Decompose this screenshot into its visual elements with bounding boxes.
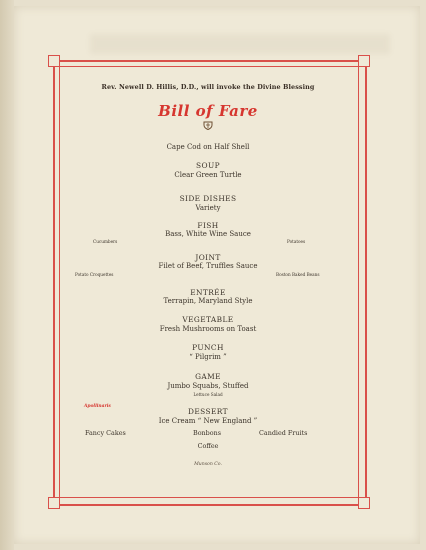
fish-dish: Bass, White Wine Sauce — [165, 230, 251, 238]
entree-heading: ENTRÉE — [190, 288, 226, 297]
dessert-item-2: Bonbons — [193, 429, 221, 437]
soup-dish: Clear Green Turtle — [174, 171, 242, 179]
side-dishes-heading: SIDE DISHES — [179, 194, 237, 203]
corner-ornament-bottom-right — [358, 497, 370, 509]
menu-content — [60, 66, 356, 496]
vegetable-heading: VEGETABLE — [182, 315, 234, 324]
dessert-heading: DESSERT — [188, 407, 228, 416]
joint-dish: Filet of Beef, Truffles Sauce — [158, 262, 258, 270]
dessert-dish: Ice Cream “ New England ” — [158, 417, 258, 425]
punch-dish: “ Pilgrim ” — [189, 353, 227, 361]
game-side: Lettuce Salad — [193, 392, 223, 397]
soup-heading: SOUP — [196, 161, 220, 170]
fish-heading: FISH — [197, 221, 219, 230]
corner-ornament-top-left — [48, 55, 60, 67]
fish-side-left: Cucumbers — [93, 239, 118, 244]
entree-dish: Terrapin, Maryland Style — [163, 297, 253, 305]
menu-title: Bill of Fare — [158, 102, 258, 120]
joint-side-left: Potato Croquettes — [75, 272, 114, 277]
dessert-item-1: Fancy Cakes — [85, 429, 126, 437]
vegetable-dish: Fresh Mushrooms on Toast — [159, 325, 257, 333]
punch-heading: PUNCH — [192, 343, 224, 352]
joint-heading: JOINT — [195, 253, 221, 262]
side-dishes-dish: Variety — [195, 204, 221, 212]
printer-imprint: Munson Co. — [194, 462, 222, 467]
corner-ornament-bottom-left — [48, 497, 60, 509]
opening-course: Cape Cod on Half Shell — [166, 143, 250, 151]
shield-ornament-icon — [203, 121, 213, 130]
dessert-item-3: Candied Fruits — [259, 429, 308, 437]
game-dish: Jumbo Squabs, Stuffed — [167, 382, 249, 390]
coffee: Coffee — [197, 442, 219, 450]
apollinaris-note: Apollinaris — [84, 404, 111, 409]
game-heading: GAME — [195, 372, 221, 381]
invocation-line: Rev. Newell D. Hillis, D.D., will invoke the Divine Blessing — [101, 83, 315, 91]
fish-side-right: Potatoes — [287, 239, 306, 244]
book-spine — [0, 0, 14, 550]
joint-side-right: Boston Baked Beans — [276, 272, 320, 277]
corner-ornament-top-right — [358, 55, 370, 67]
show-through-text — [90, 34, 390, 54]
